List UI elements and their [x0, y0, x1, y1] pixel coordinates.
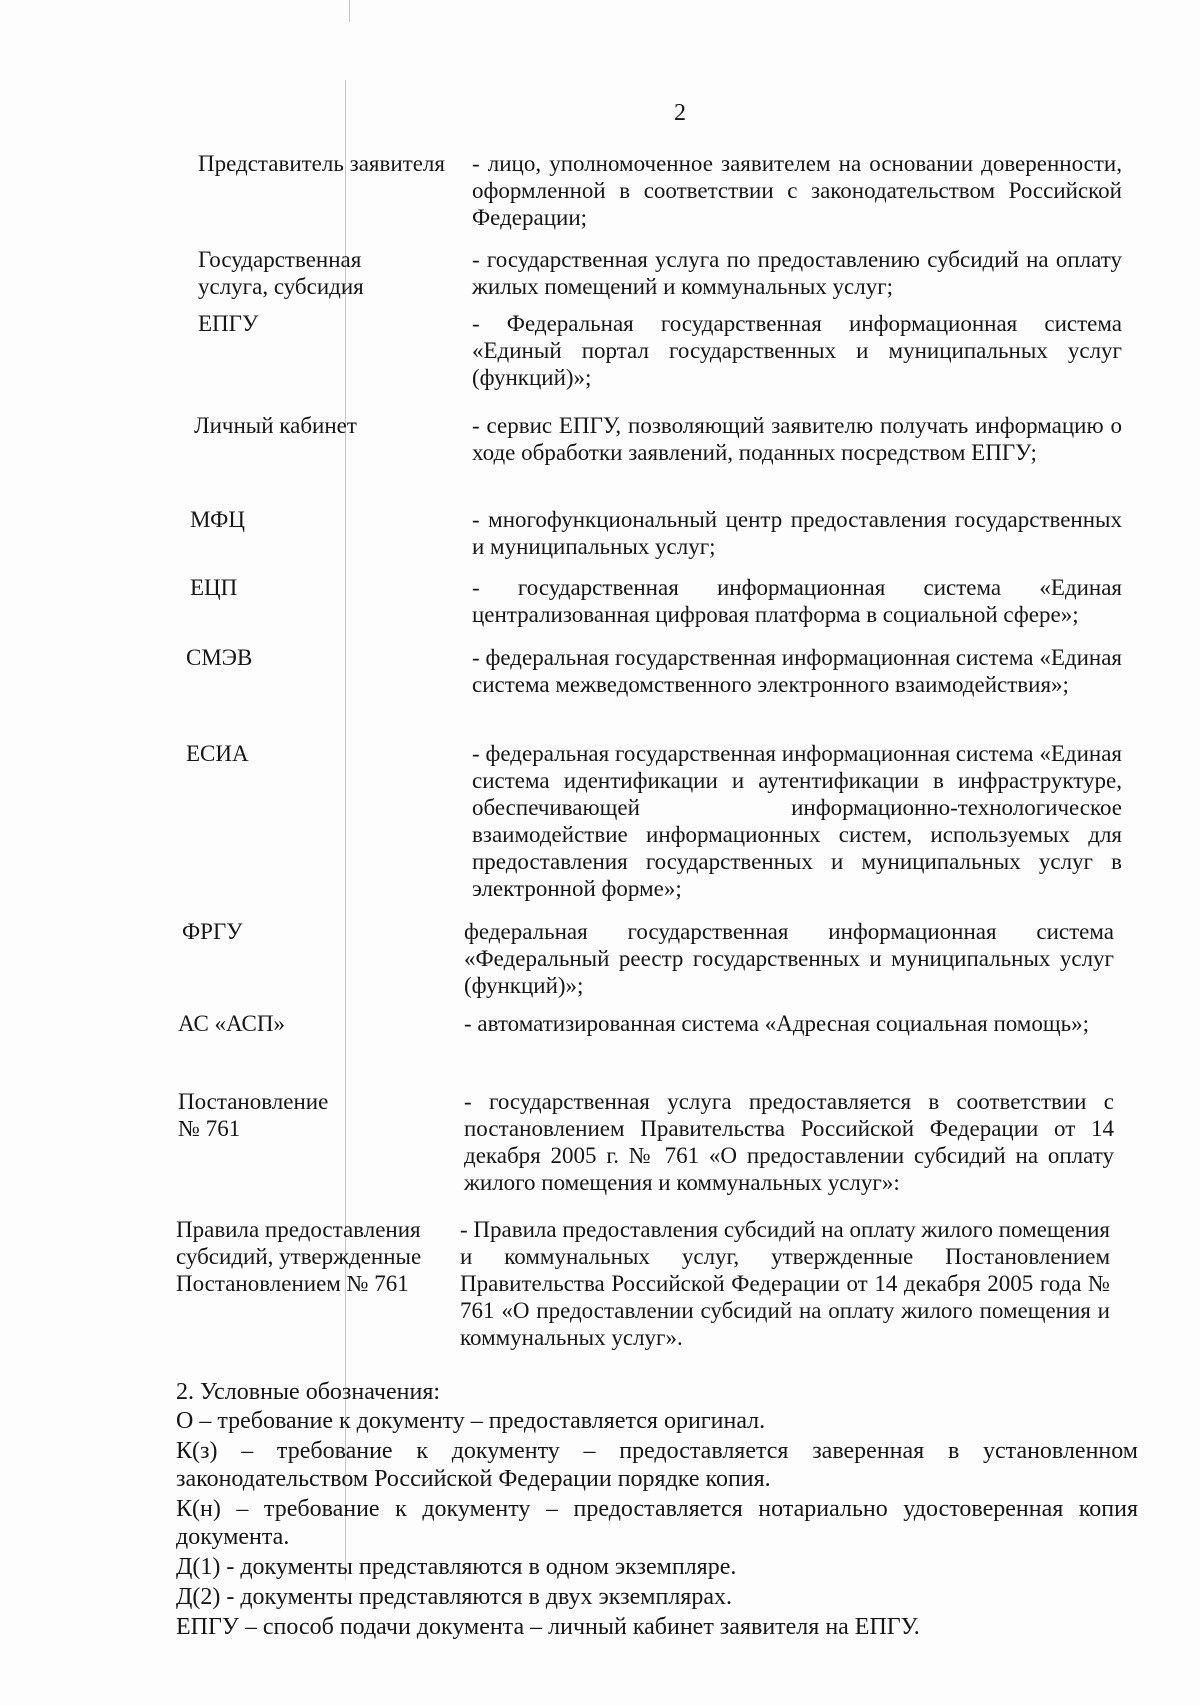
glossary-definition: - Федеральная государственная информационная система «Единый портал государственных и муниципальных услуг (функций)»;: [472, 311, 1122, 390]
glossary-definition: - федеральная государственная информационная система «Единая система идентификации и аутентификации в инфраструктуре, обеспечивающей информационно-технологическое взаимодействие информационных систем, используемых для предоставления государственных и муниципальных услуг в электронной форме»;: [472, 741, 1122, 901]
legend-item: К(н) – требование к документу – предоставляется нотариально удостоверенная копия документа.: [176, 1496, 1138, 1550]
glossary-term: Личный кабинет: [194, 413, 357, 438]
glossary-term: ЕЦП: [190, 575, 238, 600]
legend-item: О – требование к документу – предоставляется оригинал.: [176, 1408, 766, 1434]
legend-item: К(з) – требование к документу – предоставляется заверенная в установленном законодательством Российской Федерации порядке копия.: [176, 1438, 1138, 1492]
glossary-term: АС «АСП»: [178, 1011, 285, 1036]
legend-title: 2. Условные обозначения:: [176, 1379, 441, 1405]
legend-item: ЕПГУ – способ подачи документа – личный кабинет заявителя на ЕПГУ.: [176, 1614, 920, 1640]
glossary-term: ЕСИА: [186, 741, 249, 766]
scan-artifact-line: [349, 0, 350, 22]
page-number: 2: [674, 100, 686, 126]
legend-item: Д(2) - документы представляются в двух экземплярах.: [176, 1584, 732, 1610]
glossary-definition: - государственная информационная система «Единая централизованная цифровая платформа в социальной сфере»;: [472, 575, 1122, 627]
glossary-definition: - автоматизированная система «Адресная социальная помощь»;: [464, 1011, 1089, 1036]
glossary-definition: - государственная услуга по предоставлению субсидий на оплату жилых помещений и коммунальных услуг;: [472, 247, 1122, 299]
glossary-definition: - лицо, уполномоченное заявителем на основании доверенности, оформленной в соответствии с законодательством Российской Федерации;: [472, 151, 1122, 230]
legend-section: [176, 1378, 1138, 1643]
glossary-definition: - федеральная государственная информационная система «Единая система межведомственного электронного взаимодействия»;: [472, 645, 1122, 697]
scan-artifact-line: [345, 80, 346, 1580]
glossary-term: Представитель заявителя: [198, 151, 445, 176]
glossary-term: МФЦ: [190, 507, 245, 532]
glossary-term: СМЭВ: [186, 645, 253, 670]
glossary-term: Правила предоставления субсидий, утвержденные Постановлением № 761: [176, 1217, 422, 1296]
glossary-definition: - Правила предоставления субсидий на оплату жилого помещения и коммунальных услуг, утвержденные Постановлением Правительства Российской Федерации от 14 декабря 2005 года № 761 «О предоставлении субсидий на оплату жилого помещения и коммунальных услуг».: [460, 1217, 1110, 1350]
glossary-term: Постановление № 761: [178, 1089, 329, 1141]
glossary-definition: - многофункциональный центр предоставления государственных и муниципальных услуг;: [472, 507, 1122, 559]
glossary-definition: - государственная услуга предоставляется в соответствии с постановлением Правительства Российской Федерации от 14 декабря 2005 г. № 761 «О предоставлении субсидий на оплату жилого помещения и коммунальных услуг»:: [464, 1089, 1114, 1195]
glossary-definition: - сервис ЕПГУ, позволяющий заявителю получать информацию о ходе обработки заявлений, поданных посредством ЕПГУ;: [472, 413, 1122, 465]
glossary-term: Государственная услуга, субсидия: [198, 247, 364, 299]
glossary-definition: федеральная государственная информационная система «Федеральный реестр государственных и муниципальных услуг (функций)»;: [464, 919, 1114, 998]
glossary-term: ФРГУ: [182, 919, 243, 944]
legend-item: Д(1) - документы представляются в одном экземпляре.: [176, 1554, 737, 1580]
glossary-term: ЕПГУ: [198, 311, 259, 336]
